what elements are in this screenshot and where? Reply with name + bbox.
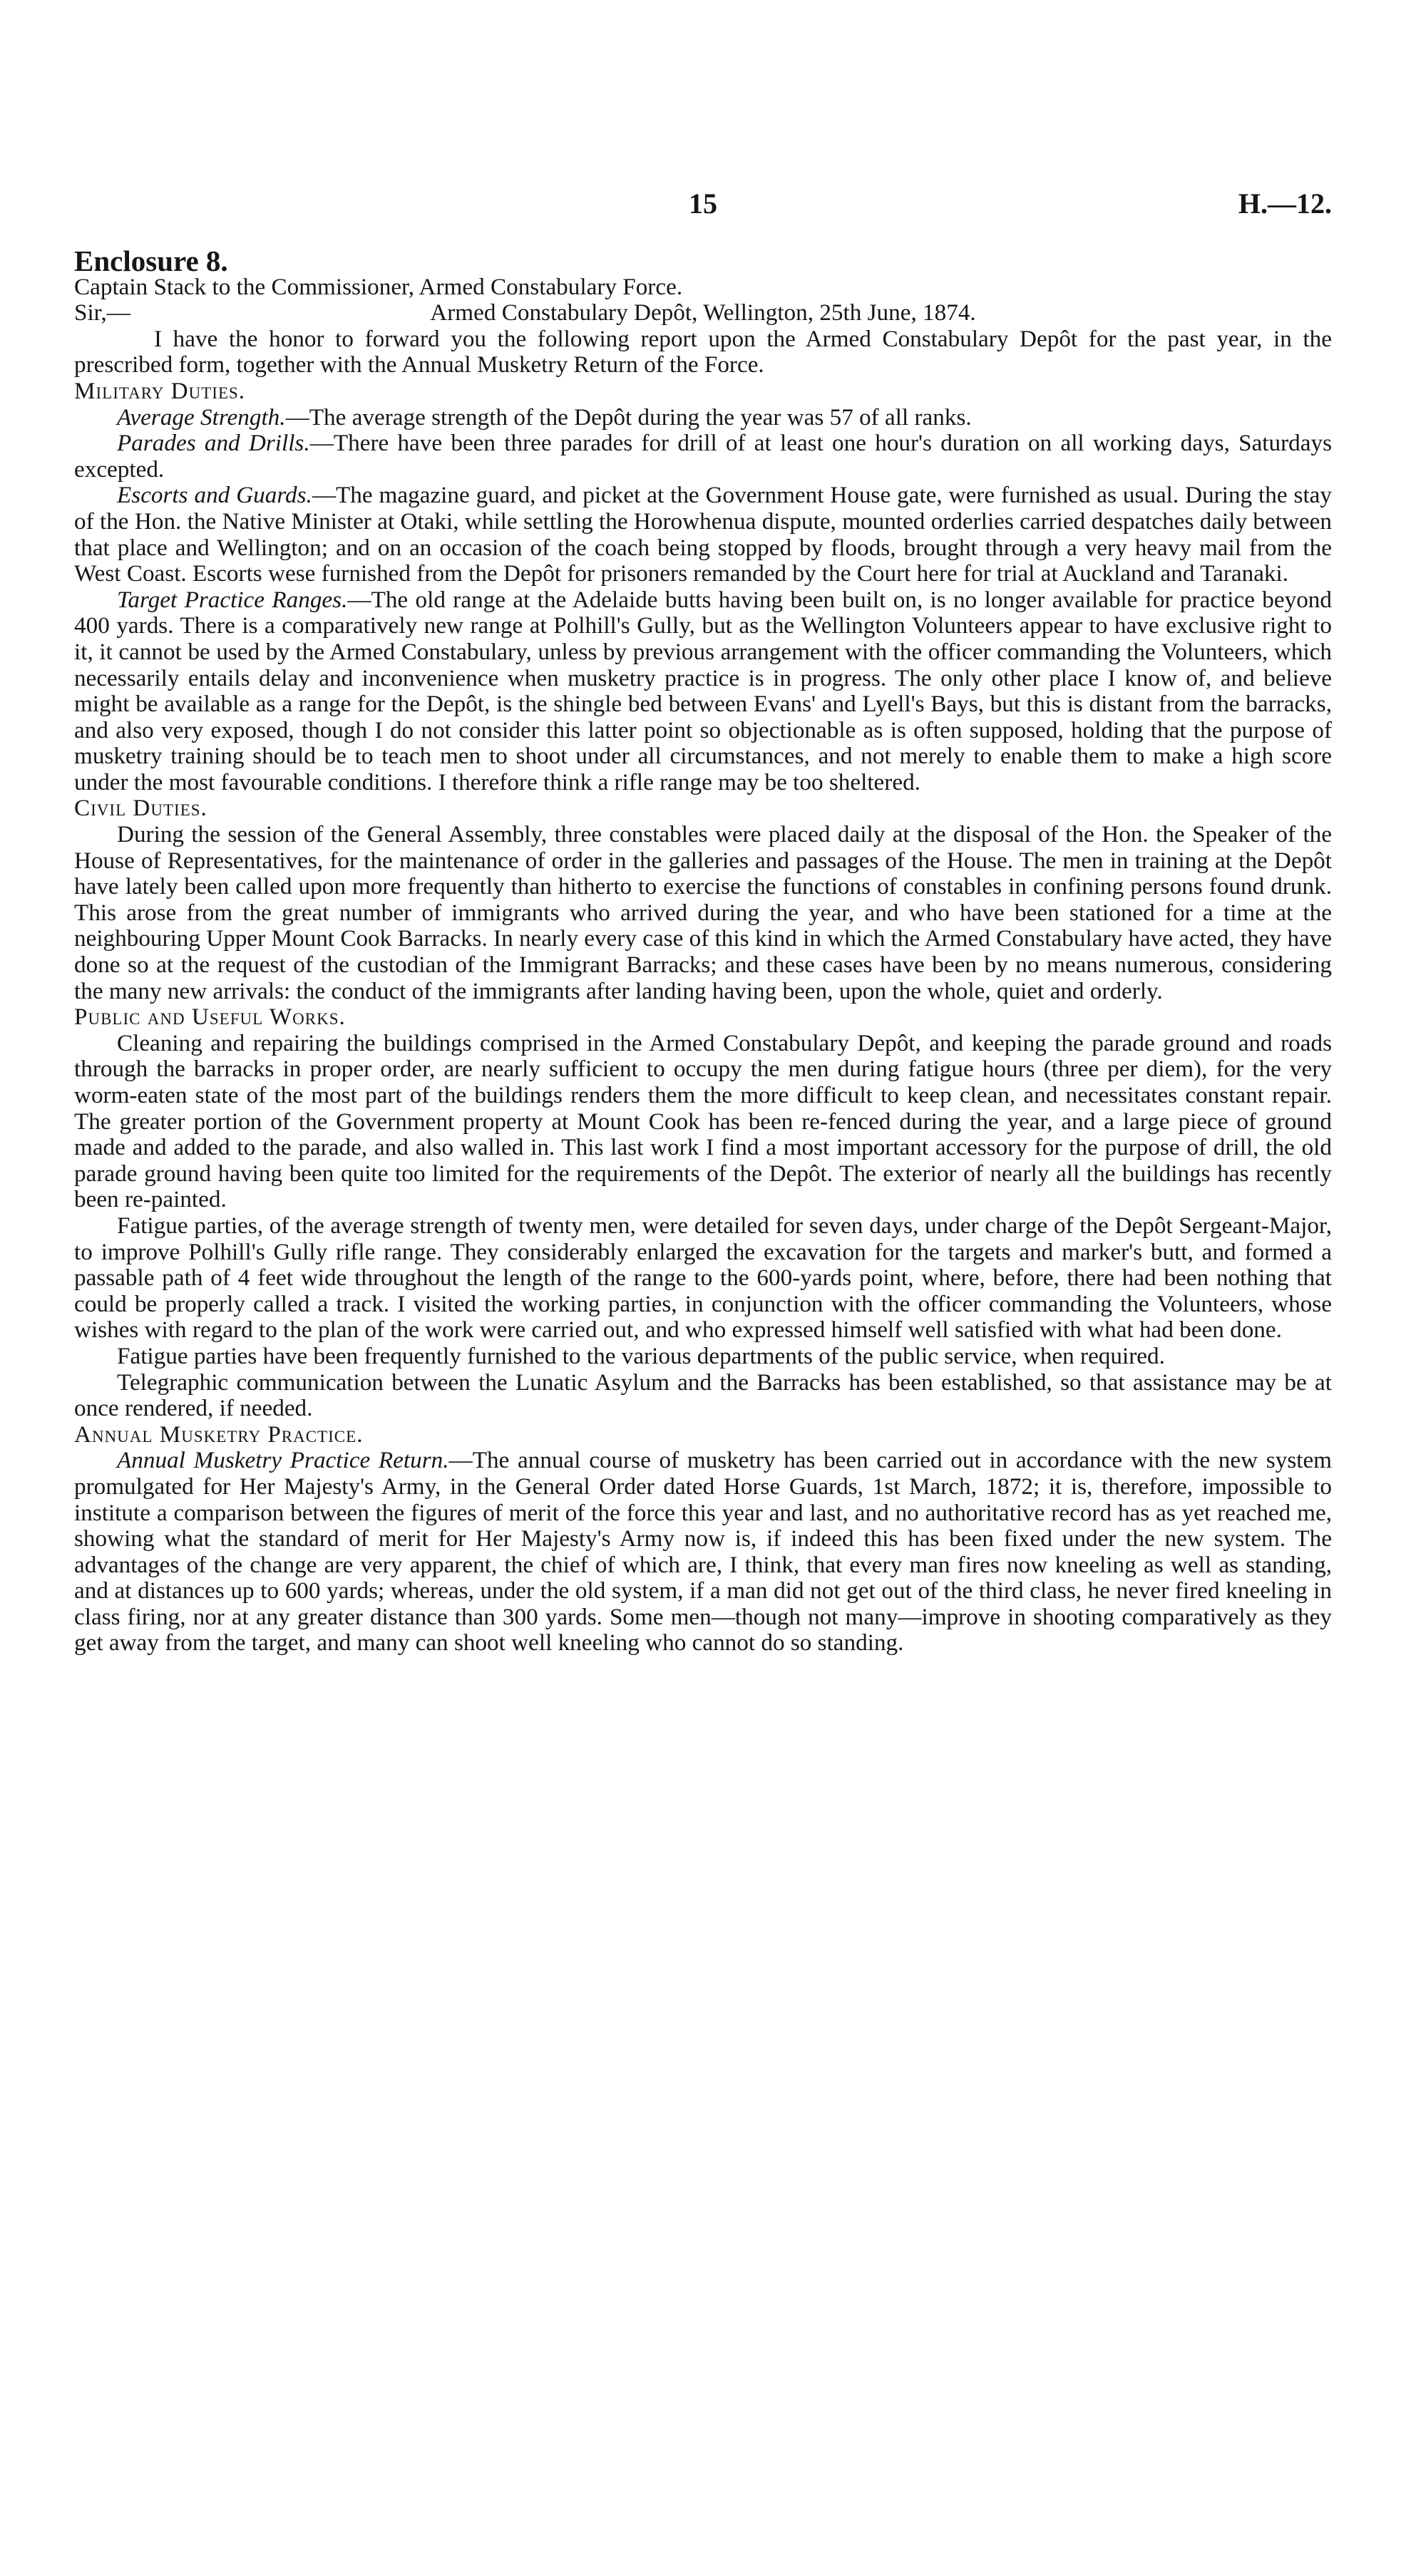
page-number: 15	[689, 187, 717, 220]
run-in-heading: Average Strength.	[117, 403, 286, 431]
paragraph-public-works-3: Fatigue parties have been frequently furnished to the various departments of the public service, when required.	[117, 1342, 1165, 1369]
paragraph-public-works-1: Cleaning and repairing the buildings comprised in the Armed Constabulary Depôt, and keeping the parade ground and roads through the barracks in proper order, are nearly sufficient to occupy the men during fatigue hours (three per diem), for the very worm-eaten state of the most part of the buildings renders them the more difficult to keep clean, and necessitates constant repair. The greater portion of the Government property at Mount Cook has been re-fenced during the year, and a large piece of ground made and added to the parade, and also walled in. This last work I find a most important accessory for the purpose of drill, the old parade ground having been quite too limited for the requirements of the Depôt. The exterior of nearly all the buildings has recently been re-painted.	[74, 1029, 1332, 1213]
section-heading-musketry: Annual Musketry Practice.	[74, 1421, 364, 1448]
paragraph-public-works-4: Telegraphic communication between the Lunatic Asylum and the Barracks has been established, so that assistance may be at once rendered, if needed.	[74, 1369, 1332, 1422]
section-heading-civil: Civil Duties.	[74, 795, 207, 822]
paragraph-text: —The magazine guard, and picket at the Government House gate, were furnished as usual. During the stay of the Hon. the Native Minister at Otaki, while settling the Horowhenua dispute, mounted orderlies carried despatches daily between that place and Wellington; and on an occasion of the coach being stopped by floods, brought through a very heavy mail from the West Coast. Escorts wese furnished from the Depôt for prisoners remanded by the Court here for trial at Auckland and Taranaki.	[74, 482, 1332, 587]
paragraph-musketry	[74, 1448, 1332, 1657]
paragraph-text: —The average strength of the Depôt during the year was 57 of all ranks.	[285, 403, 972, 431]
run-in-heading: Escorts and Guards.	[117, 482, 312, 509]
paragraph-target-practice	[74, 587, 1332, 796]
section-heading-military: Military Duties.	[74, 377, 246, 404]
document-reference: H.—12.	[1238, 187, 1332, 220]
run-in-heading: Annual Musketry Practice Return.	[117, 1447, 449, 1474]
run-in-heading: Target Practice Ranges.	[117, 586, 348, 613]
run-in-heading: Parades and Drills.	[117, 430, 310, 457]
paragraph-escorts	[74, 483, 1332, 587]
paragraph-parades	[74, 431, 1332, 483]
paragraph-text: —The old range at the Adelaide butts having been built on, is no longer available for practice beyond 400 yards. There is a comparatively new range at Polhill's Gully, but as the Wellington Volunteers appear to have exclusive right to it, it cannot be used by the Armed Constabulary, unless by previous arrangement with the officer commanding the Volunteers, which necessarily entails delay and inconvenience when musketry practice is in progress. The only other place I know of, and believe might be available as a range for the Depôt, is the shingle bed between Evans' and Lyell's Bays, but this is distant from the barracks, and also very exposed, though I do not consider this latter point so objectionable as is often supposed, holding that the purpose of musketry training should be to teach men to shoot under all circumstances, and not merely to enable them to make a high score under the most favourable conditions. I therefore think a rifle range may be too sheltered.	[74, 586, 1332, 795]
section-heading-public-works: Public and Useful Works.	[74, 1004, 346, 1031]
paragraph-civil-duties: During the session of the General Assembly, three constables were placed daily at the disposal of the Hon. the Speaker of the House of Representatives, for the maintenance of order in the galleries and passages of the House. The men in training at the Depôt have lately been called upon more frequently than hitherto to exercise the functions of constables in confining persons found drunk. This arose from the great number of immigrants who arrived during the year, and who have been stationed for a time at the neighbouring Upper Mount Cook Barracks. In nearly every case of this kind in which the Armed Constabulary have acted, they have done so at the request of the custodian of the Immigrant Barracks; and these cases have been by no means numerous, considering the many new arrivals: the conduct of the immigrants after landing having been, upon the whole, quiet and orderly.	[74, 821, 1332, 1004]
place-date: Armed Constabulary Depôt, Wellington, 25th June, 1874.	[430, 299, 976, 326]
paragraph-public-works-2: Fatigue parties, of the average strength of twenty men, were detailed for seven days, under charge of the Depôt Sergeant-Major, to improve Polhill's Gully rifle range. They considerably enlarged the excavation for the targets and marker's butt, and formed a passable path of 4 feet wide throughout the length of the range to the 600-yards point, where, before, there had been nothing that could be properly called a track. I visited the working parties, in conjunction with the officer commanding the Volunteers, whose wishes with regard to the plan of the work were carried out, and who expressed himself well satisfied with what had been done.	[74, 1212, 1332, 1344]
enclosure-title: Enclosure 8.	[74, 244, 228, 277]
paragraph-text: —The annual course of musketry has been carried out in accordance with the new system promulgated for Her Majesty's Army, in the General Order dated Horse Guards, 1st March, 1872; it is, therefore, impossible to institute a comparison between the figures of merit of the force this year and last, and no authoritative record has as yet reached me, showing what the standard of merit for Her Majesty's Army now is, if indeed this has been fixed under the new system. The advantages of the change are very apparent, the chief of which are, I think, that every man fires now kneeling as well as standing, and at distances up to 600 yards; whereas, under the old system, if a man did not get out of the third class, he never fired kneeling in class firing, nor at any greater distance than 300 yards. Some men—though not many—improve in shooting comparatively as they get away from the target, and many can shoot well kneeling who cannot do so standing.	[74, 1447, 1332, 1657]
salutation: Sir,—	[74, 299, 130, 326]
page-header	[0, 187, 1406, 230]
salutation-line	[74, 300, 1332, 326]
letter-from-line: Captain Stack to the Commissioner, Armed Constabulary Force.	[74, 273, 683, 300]
document-body	[74, 244, 1333, 1657]
paragraph-text: —There have been three parades for drill of at least one hour's duration on all working days, Saturdays excepted.	[74, 430, 1333, 483]
paragraph-average-strength	[74, 405, 1332, 431]
intro-paragraph: I have the honor to forward you the following report upon the Armed Constabulary Depôt for the past year, in the prescribed form, together with the Annual Musketry Return of the Force.	[74, 325, 1332, 378]
